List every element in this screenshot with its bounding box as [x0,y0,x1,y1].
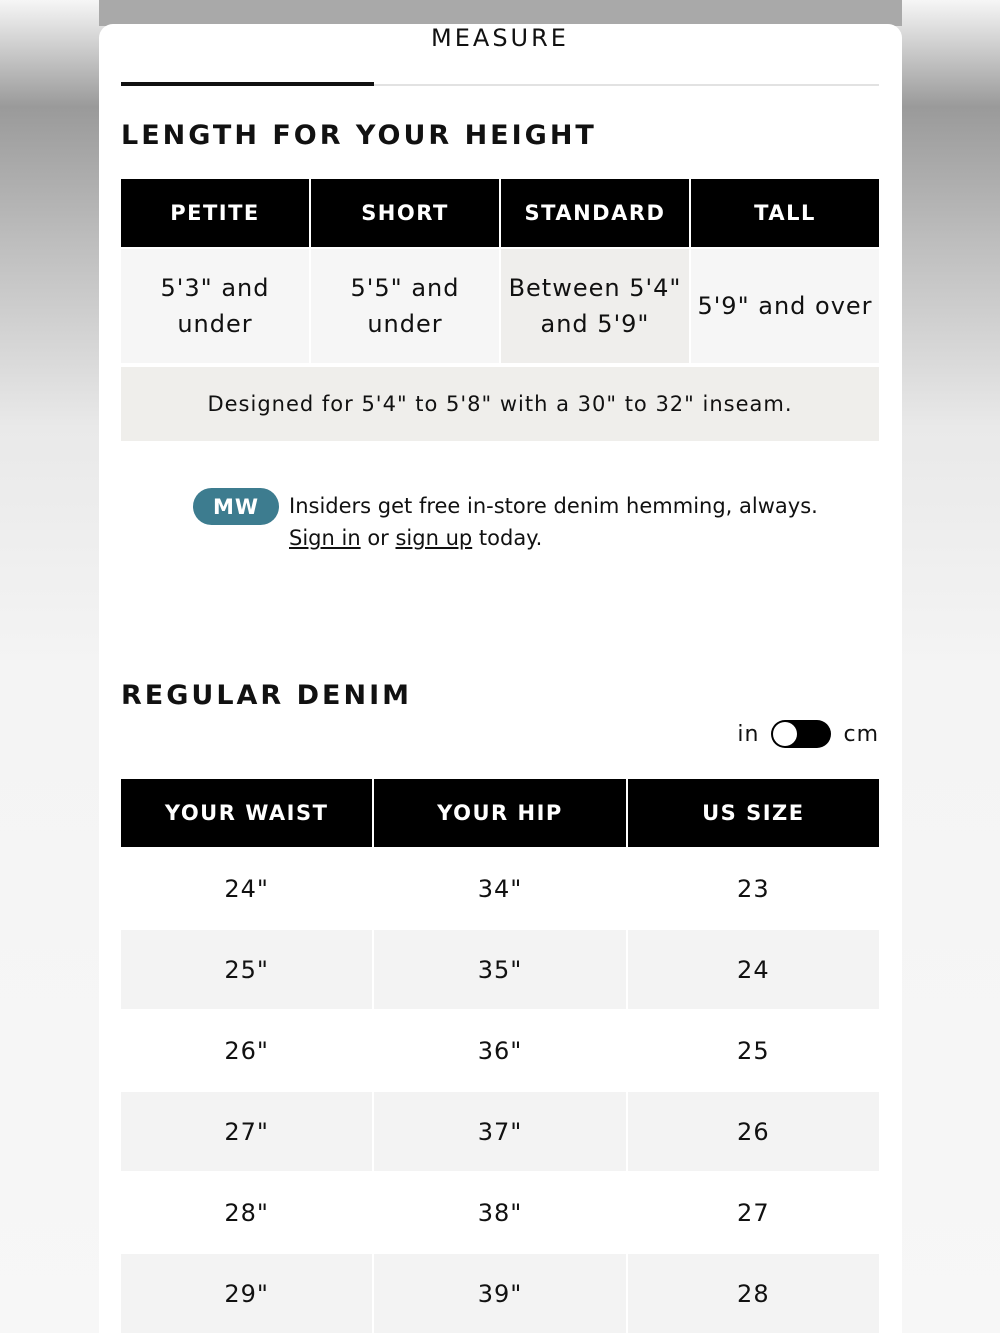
waist-cell: 27" [121,1092,372,1171]
value-petite: 5'3" and under [121,249,309,363]
length-table-row [121,249,879,363]
promo-message: Insiders get free in-store denim hemming, always. [289,494,818,518]
sheet-content [121,24,879,1308]
waist-cell: 26" [121,1011,372,1090]
tab-bar [121,24,879,86]
mw-badge: MW [193,488,279,525]
waist-cell: 28" [121,1173,372,1252]
table-row [121,930,879,1009]
us-size-cell: 27 [628,1173,879,1252]
length-table [119,177,881,365]
tab-measure[interactable]: MEASURE [431,24,569,52]
table-row [121,1173,879,1252]
sign-in-link[interactable]: Sign in [289,526,361,550]
regular-denim-title: REGULAR DENIM [121,680,412,711]
hip-cell: 34" [374,849,625,928]
waist-cell: 25" [121,930,372,1009]
us-size-cell: 26 [628,1092,879,1171]
table-row [121,849,879,928]
header-your-waist: YOUR WAIST [121,779,372,847]
promo-text [289,490,849,554]
hip-cell: 36" [374,1011,625,1090]
hip-cell: 38" [374,1173,625,1252]
tab-active-indicator [121,82,374,86]
unit-toggle [737,720,879,748]
length-table-header-row [121,179,879,247]
us-size-cell: 23 [628,849,879,928]
table-row [121,1092,879,1171]
unit-in-label: in [737,721,760,747]
header-short: SHORT [311,179,499,247]
hip-cell: 37" [374,1092,625,1171]
waist-cell: 29" [121,1254,372,1333]
header-petite: PETITE [121,179,309,247]
hip-cell: 35" [374,930,625,1009]
header-us-size: US SIZE [628,779,879,847]
size-table [119,777,881,1333]
sign-up-link[interactable]: sign up [395,526,473,550]
promo-today: today. [478,526,543,550]
value-standard-text: Between 5'4" and 5'9" [508,274,682,338]
value-tall: 5'9" and over [691,249,879,363]
length-section-title: LENGTH FOR YOUR HEIGHT [121,120,597,151]
size-guide-sheet [99,24,902,1333]
promo-or: or [367,526,389,550]
header-your-hip: YOUR HIP [374,779,625,847]
table-row [121,1011,879,1090]
header-tall: TALL [691,179,879,247]
hip-cell: 39" [374,1254,625,1333]
waist-cell: 24" [121,849,372,928]
unit-switch[interactable] [771,720,831,748]
value-short: 5'5" and under [311,249,499,363]
us-size-cell: 28 [628,1254,879,1333]
table-row [121,1254,879,1333]
us-size-cell: 24 [628,930,879,1009]
unit-cm-label: cm [843,721,879,747]
us-size-cell: 25 [628,1011,879,1090]
header-standard: STANDARD [501,179,689,247]
value-standard [501,249,689,363]
inseam-note [121,367,879,441]
inseam-note-text: Designed for 5'4" to 5'8" with a 30" to 32" inseam. [207,392,793,416]
size-table-header-row [121,779,879,847]
backdrop-strip [99,0,902,26]
unit-switch-knob [773,722,797,746]
